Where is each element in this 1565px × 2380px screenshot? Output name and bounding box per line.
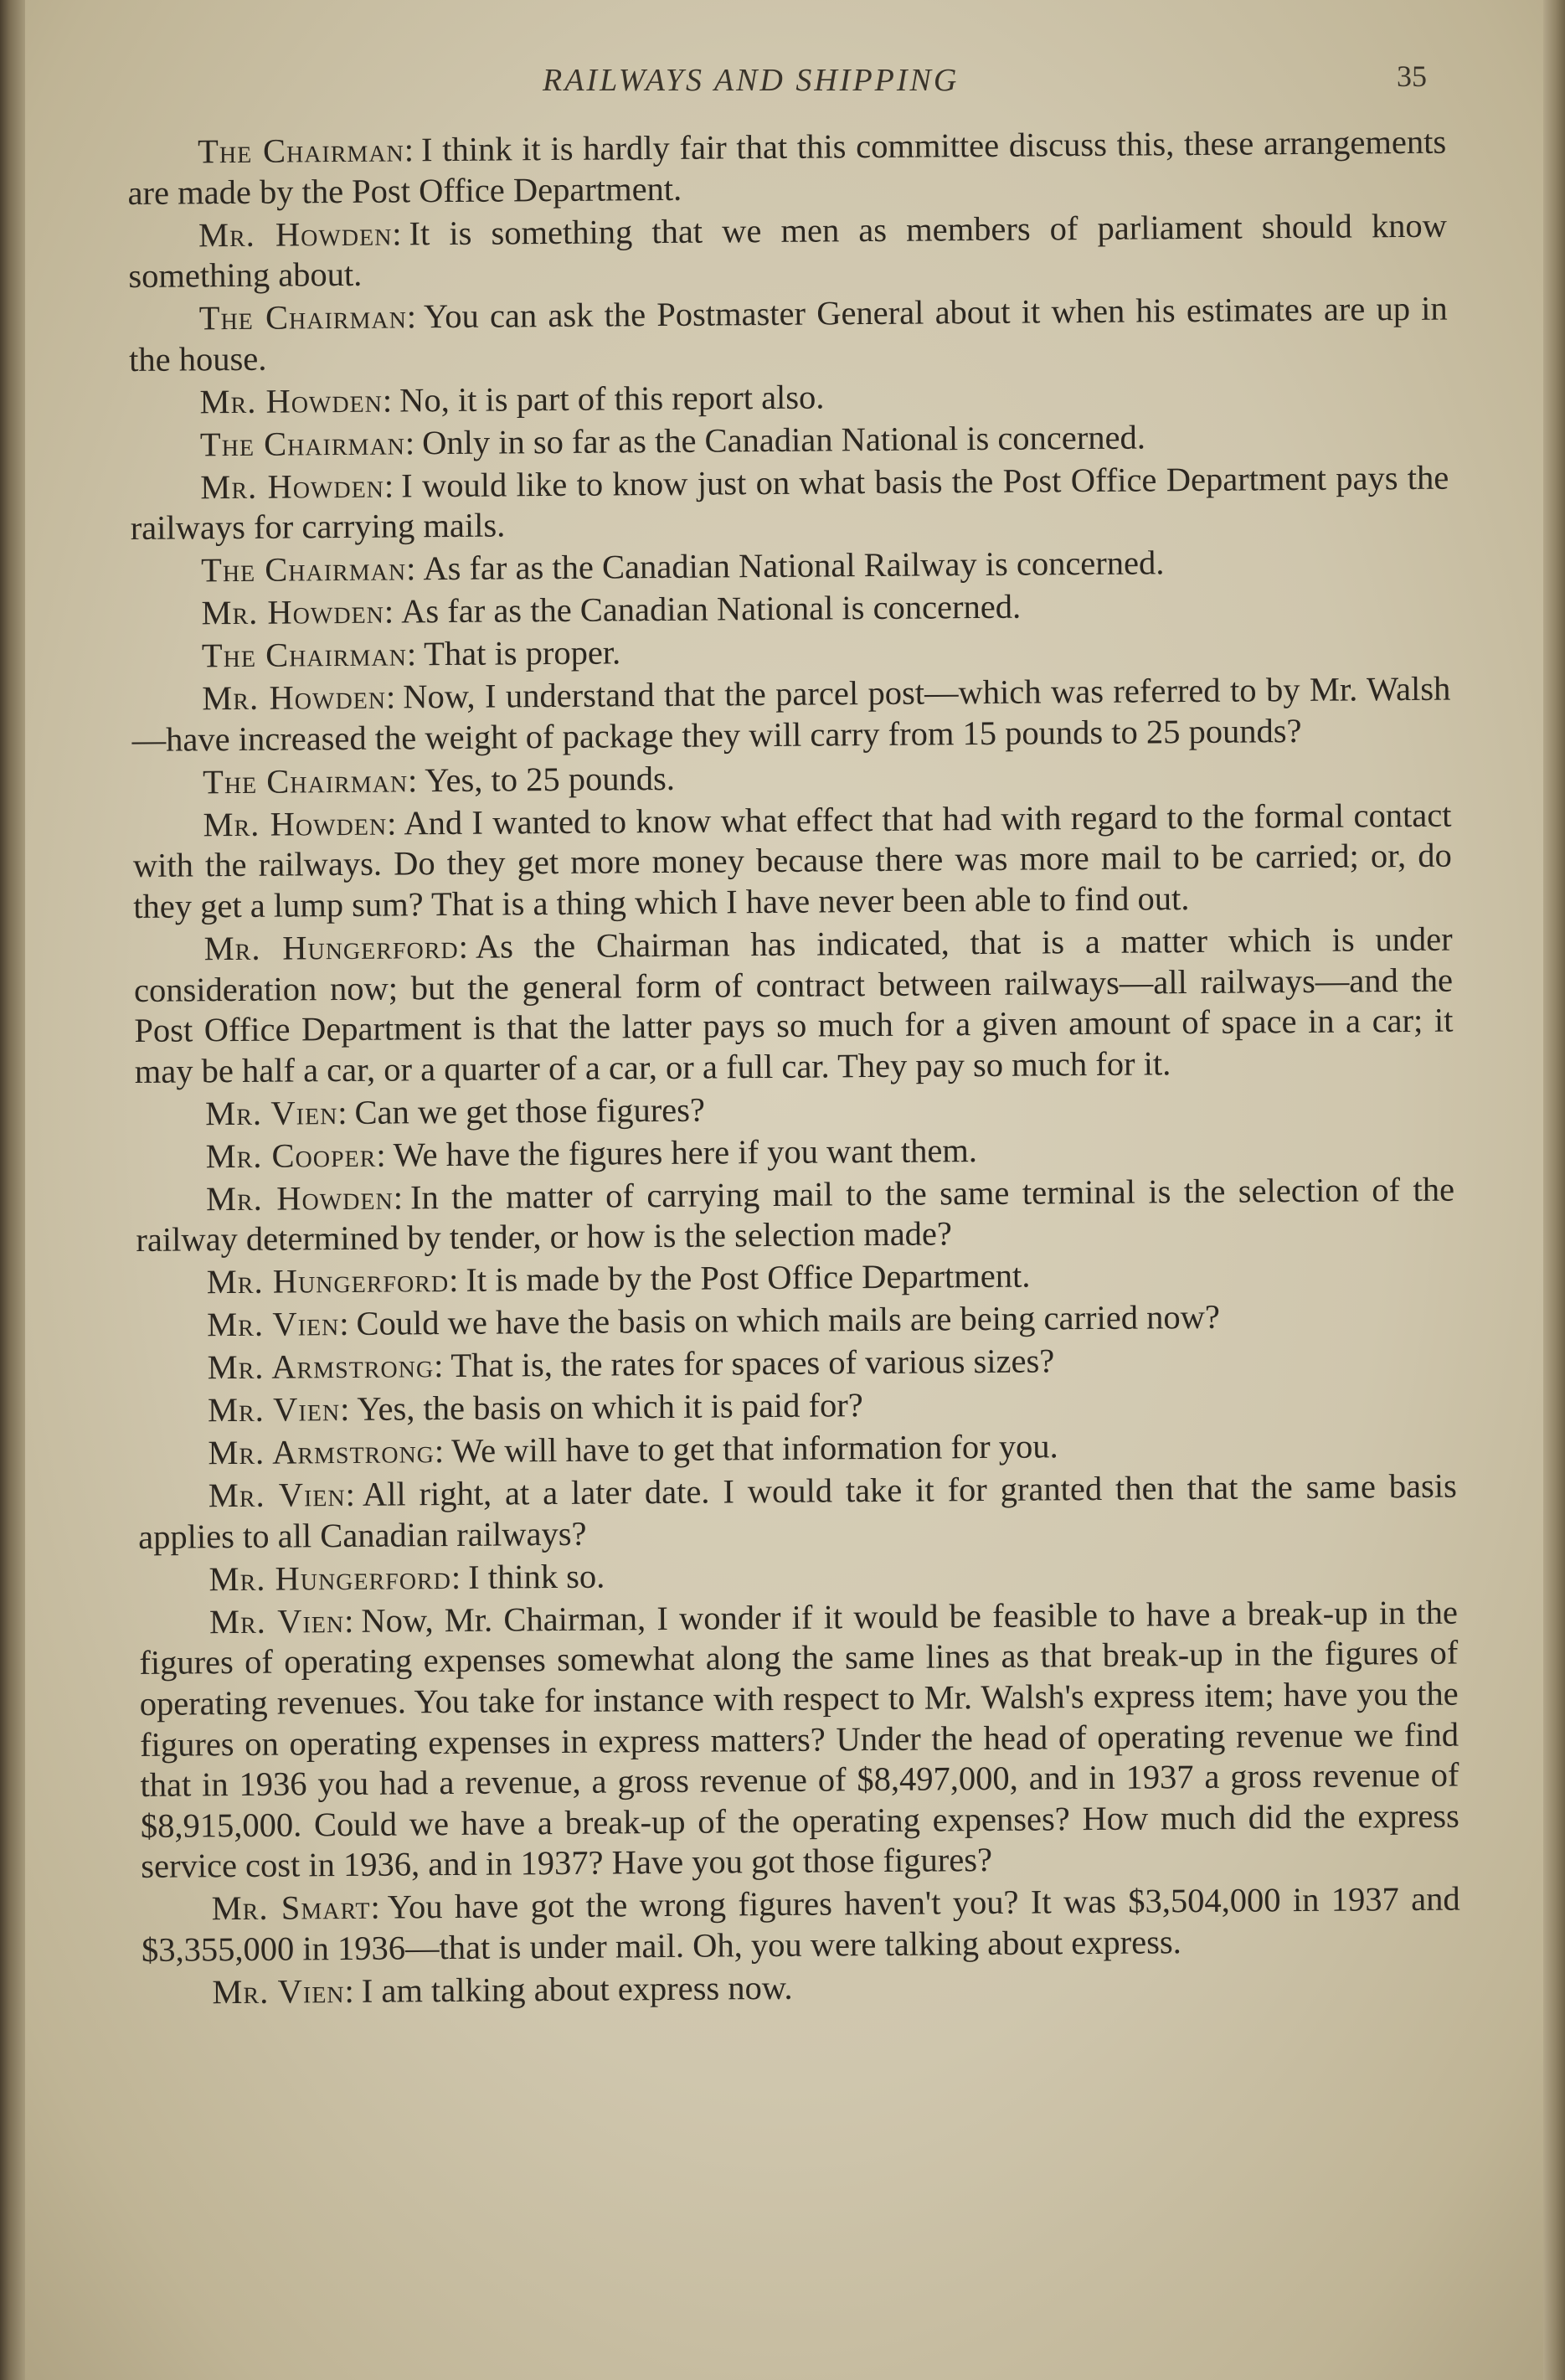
speech-text: All right, at a later date. I would take it for granted then that the same basis applies to all Canadian railways? [137,1466,1457,1556]
speech-text: That is, the rates for spaces of various sizes? [450,1342,1055,1385]
speech-text: I would like to know just on what basis the Post Office Department pays the railways for carrying mails. [130,458,1449,548]
speech-text: As far as the Canadian National Railway is concerned. [423,543,1165,588]
speaker-name: Mr. Howden: [198,214,403,254]
speaker-name: The Chairman: [198,131,415,171]
speaker-name: Mr. Hungerford: [208,1558,462,1599]
speech-text: We will have to get that information for you. [450,1427,1058,1471]
speech-text: That is proper. [423,633,621,673]
transcript-body [127,122,1461,2016]
speaker-name: Mr. Howden: [200,466,395,507]
transcript-paragraph [135,1084,1454,1135]
speaker-name: Mr. Vien: [208,1601,355,1641]
transcript-paragraph [136,1253,1455,1304]
transcript-paragraph [133,920,1453,1093]
speech-text: Only in so far as the Canadian National is concerned. [421,418,1146,461]
transcript-paragraph [132,795,1452,927]
transcript-paragraph [129,372,1448,423]
speaker-name: Mr. Vien: [212,1971,355,2012]
page-number: 35 [1397,59,1427,93]
speech-text: Now, I understand that the parcel post—which was referred to by Mr. Walsh—have increased the weight of package they will carry from 15 pounds to 25 pounds? [131,669,1451,759]
speech-text: As the Chairman has indicated, that is a matter which is under consideration now; but the general form of contract between railways—all railways—and the Post Office Department is that the latter pays so much for a given amount of space in a car; it may be half a car, or a quarter of a car, or a full car. They pay so much for it. [133,920,1454,1090]
transcript-paragraph [135,1126,1454,1177]
speaker-name: Mr. Hungerford: [203,927,470,968]
transcript-paragraph [136,1296,1455,1347]
speaker-name: Mr. Howden: [205,1178,404,1218]
transcript-paragraph [138,1466,1458,1558]
transcript-paragraph [132,752,1451,803]
transcript-paragraph [142,1962,1460,2013]
speech-text: You can ask the Postmaster General about it when his estimates are up in the house. [128,289,1448,379]
speech-text: We have the figures here if you want them. [393,1131,978,1174]
transcript-paragraph [128,205,1448,297]
speaker-name: Mr. Vien: [207,1390,351,1430]
speech-text: No, it is part of this report also. [399,378,825,420]
transcript-paragraph [131,584,1449,635]
speaker-name: Mr. Smart: [211,1888,381,1928]
speaker-name: Mr. Cooper: [205,1136,387,1176]
binding-spine [0,0,25,2380]
transcript-paragraph [137,1424,1456,1475]
speaker-name: Mr. Howden: [203,804,398,844]
speaker-name: The Chairman: [202,761,419,801]
transcript-paragraph [131,626,1450,677]
transcript-paragraph [130,457,1449,549]
speech-text: It is something that we men as members of parliament should know something about. [128,206,1448,296]
transcript-paragraph [129,289,1449,381]
transcript-paragraph [141,1879,1460,1971]
speech-text: I think so. [467,1557,605,1596]
transcript-paragraph [137,1381,1456,1432]
running-head-title: RAILWAYS AND SHIPPING [543,63,960,98]
speech-text: You have got the wrong figures haven't you? It was $3,504,000 in 1937 and $3,355,000 in 1936—that is under mail. Oh, you were talking about express. [141,1879,1460,1969]
page-edge [1543,0,1565,2380]
speaker-name: The Chairman: [200,549,417,590]
speech-text: Can we get those figures? [354,1090,706,1131]
speaker-name: The Chairman: [198,297,418,337]
speaker-name: Mr. Armstrong: [207,1347,445,1387]
speech-text: In the matter of carrying mail to the same terminal is the selection of the railway determined by tender, or how is the selection made? [136,1170,1455,1260]
speaker-name: Mr. Armstrong: [208,1432,445,1472]
speech-text: I am talking about express now. [361,1968,793,2010]
transcript-paragraph [127,122,1447,214]
transcript-paragraph [130,415,1449,466]
speaker-name: Mr. Vien: [205,1093,348,1133]
speaker-name: Mr. Howden: [201,592,395,632]
speech-text: Yes, to 25 pounds. [425,759,676,800]
transcript-paragraph [136,1338,1455,1389]
speech-text: Now, Mr. Chairman, I wonder if it would be feasible to have a break-up in the figures of operating expenses somewhat along the same lines as that break-up in the figures of operating revenues. You take for instance with respect to Mr. Walsh's express item; have you the figures on operating expenses in express matters? Under the head of operating revenue we find that in 1936 you had a revenue, a gross revenue of $8,497,000, and in 1937 a gross revenue of $8,915,000. Could we have a break-up of the operating expenses? How much did the express service cost in 1936, and in 1937? Have you got those figures? [139,1593,1460,1886]
transcript-paragraph [138,1549,1457,1600]
speaker-name: Mr. Howden: [202,677,397,718]
transcript-paragraph [139,1592,1460,1888]
speaker-name: The Chairman: [201,635,418,675]
transcript-paragraph [136,1169,1455,1261]
speech-text: I think it is hardly fair that this committee discuss this, these arrangements are made by the Post Office Department. [127,122,1447,212]
speaker-name: Mr. Hungerford: [206,1261,460,1301]
transcript-paragraph [131,669,1451,761]
speech-text: And I wanted to know what effect that had with regard to the formal contact with the railways. Do they get more money because there was more mail to be carried; or, do they get a lump sum? That is a thing which I have never been able to find out. [132,796,1453,925]
speech-text: Yes, the basis on which it is paid for? [357,1386,863,1429]
speaker-name: The Chairman: [199,424,416,464]
speech-text: As far as the Canadian National is concerned. [400,587,1022,631]
speech-text: It is made by the Post Office Department. [466,1256,1031,1300]
speaker-name: Mr. Howden: [199,381,394,421]
running-head [0,59,1565,109]
speaker-name: Mr. Vien: [207,1305,350,1344]
speech-text: Could we have the basis on which mails are being carried now? [356,1298,1220,1343]
transcript-paragraph [131,541,1449,592]
speaker-name: Mr. Vien: [208,1476,357,1515]
